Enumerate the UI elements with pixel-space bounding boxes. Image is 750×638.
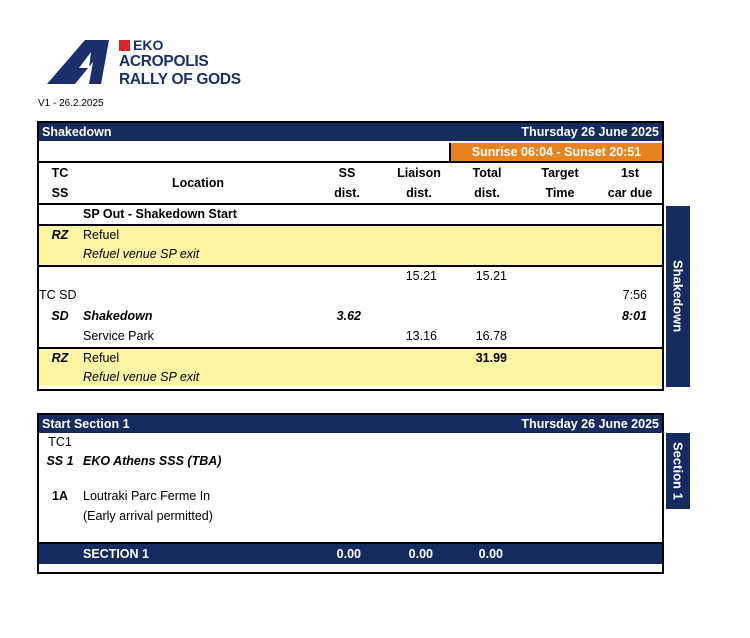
row-refuel-2-sub [39, 367, 662, 386]
shakedown-header [39, 123, 662, 141]
sd-due: 8:01 [621, 308, 647, 323]
col-location-label: Location [171, 175, 225, 190]
section1-header [39, 415, 662, 433]
sd-label: Shakedown [83, 308, 153, 323]
sun-row [39, 141, 662, 163]
tc1-code: TC1 [48, 435, 72, 449]
row-parc-ferme-sub [39, 506, 662, 527]
shakedown-tab-label: Shakedown [670, 260, 686, 333]
ss1-code: SS 1 [46, 454, 74, 469]
col-ss-line2: dist. [334, 185, 360, 200]
rz2-label: Refuel [83, 350, 120, 365]
section1-ss-total: 0.00 [336, 546, 361, 561]
col-first-car-due [599, 163, 661, 203]
row-refuel-1 [39, 224, 662, 245]
logo-line-2: ACROPOLIS [119, 53, 209, 70]
row-refuel-2 [39, 347, 662, 368]
rz1-code: RZ [51, 227, 69, 242]
row-tc1 [39, 433, 662, 451]
leg1-total: 15.21 [475, 268, 507, 283]
rz2-sub: Refuel venue SP exit [83, 369, 200, 384]
shakedown-date: Thursday 26 June 2025 [521, 125, 659, 139]
col-first-line1: 1st [620, 165, 640, 180]
sd-dist: 3.62 [336, 308, 361, 323]
document-version: V1 - 26.2.2025 [38, 98, 104, 109]
section1-block [37, 413, 664, 574]
spacer-row-2 [39, 527, 662, 542]
tcsd-due: 7:56 [622, 288, 647, 303]
column-headers [39, 163, 662, 203]
service-liaison: 13.16 [405, 329, 437, 344]
logo-line-3: RALLY OF GODS [119, 70, 241, 88]
section1-liaison-total: 0.00 [408, 546, 433, 561]
col-liaison-line2: dist. [406, 185, 432, 200]
row-leg-1 [39, 265, 662, 286]
shakedown-block [37, 121, 664, 391]
row-tc-sd [39, 285, 662, 306]
leg1-liaison: 15.21 [405, 268, 437, 283]
pf-label: Loutraki Parc Ferme In [83, 488, 211, 503]
col-tc-line2: SS [51, 185, 69, 200]
row-shakedown [39, 306, 662, 327]
section1-totals-row [39, 542, 662, 564]
row-service-park [39, 326, 662, 347]
col-target-line2: Time [545, 185, 575, 200]
row-parc-ferme [39, 486, 662, 507]
event-logo [45, 38, 265, 88]
section1-side-tab [666, 433, 690, 509]
col-total-line1: Total [472, 165, 502, 180]
col-ss-line1: SS [338, 165, 356, 180]
logo-line-1: EKO [133, 37, 164, 53]
col-ss-dist [319, 163, 375, 203]
sp-out-label: SP Out - Shakedown Start [83, 207, 237, 222]
sunrise-sunset-badge: Sunrise 06:04 - Sunset 20:51 [449, 143, 662, 161]
section1-title: Start Section 1 [42, 417, 130, 431]
pf-code: 1A [52, 488, 68, 503]
col-liaison-line1: Liaison [397, 165, 441, 180]
row-sp-out [39, 203, 662, 224]
col-location [83, 163, 313, 203]
section1-footer-label: SECTION 1 [83, 546, 149, 561]
service-label: Service Park [83, 329, 154, 344]
rz1-sub: Refuel venue SP exit [83, 247, 200, 262]
col-target-line1: Target [541, 165, 579, 180]
section1-tab-label: Section 1 [670, 442, 686, 500]
col-total-dist [457, 163, 517, 203]
rally-logo-icon [45, 38, 117, 86]
section1-date: Thursday 26 June 2025 [521, 417, 659, 431]
col-liaison-dist [389, 163, 449, 203]
col-first-line2: car due [607, 185, 653, 200]
pf-sub: (Early arrival permitted) [83, 509, 213, 524]
row-refuel-1-sub [39, 244, 662, 265]
col-target-time [529, 163, 591, 203]
col-tc-line1: TC [51, 165, 69, 180]
rz1-label: Refuel [83, 227, 120, 242]
rz2-code: RZ [51, 350, 69, 365]
sd-code: SD [51, 308, 69, 323]
ss1-label: EKO Athens SSS (TBA) [83, 454, 222, 469]
row-ss1 [39, 451, 662, 472]
shakedown-title: Shakedown [42, 125, 112, 139]
service-total: 16.78 [475, 329, 507, 344]
eko-mark-icon [119, 40, 130, 51]
tcsd-code: TC SD [39, 288, 77, 303]
logo-wordmark [119, 38, 241, 87]
shakedown-side-tab [666, 206, 690, 387]
spacer-row [39, 472, 662, 486]
rz2-total: 31.99 [475, 350, 507, 365]
col-total-line2: dist. [474, 185, 500, 200]
section1-total-dist: 0.00 [478, 546, 503, 561]
col-tc [39, 163, 81, 203]
